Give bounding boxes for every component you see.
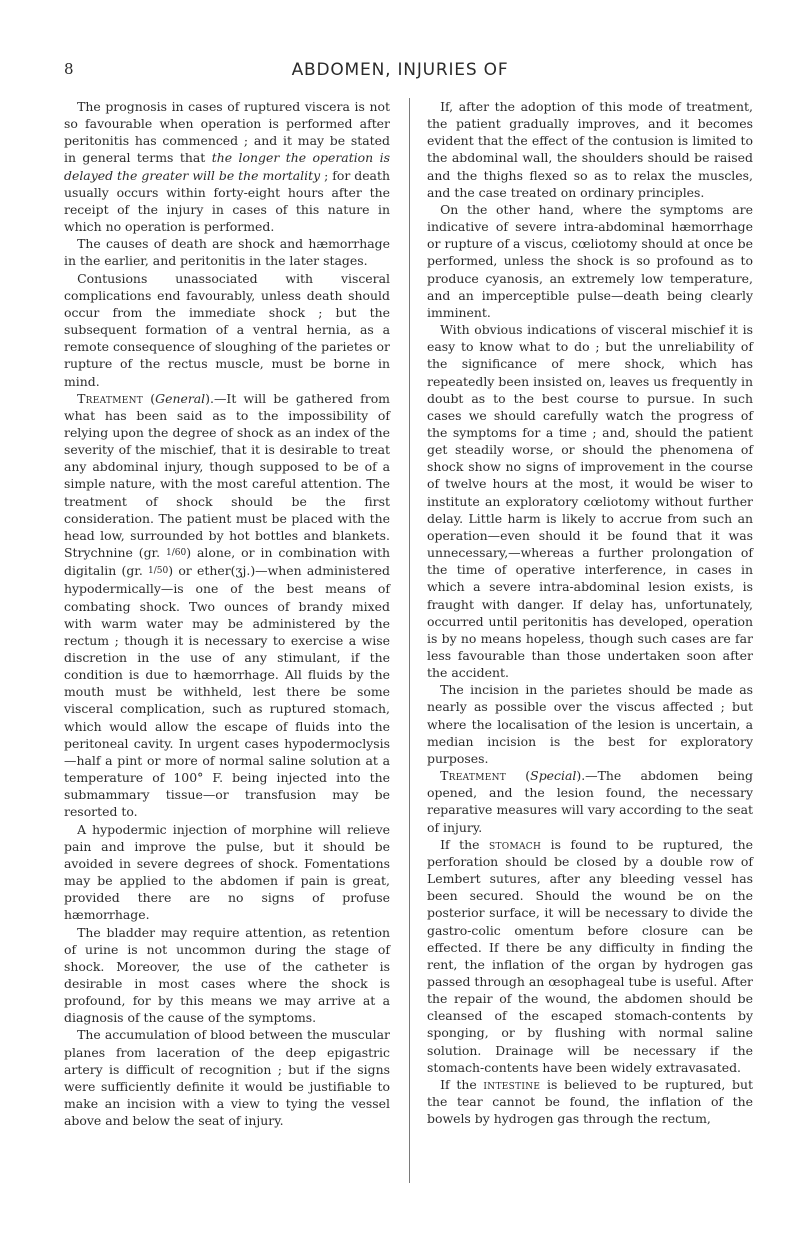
dose-fraction: 1/60	[166, 548, 187, 559]
treatment-heading: Treatment	[440, 768, 507, 784]
page-header	[0, 60, 800, 90]
paragraph-prognosis: The prognosis in cases of ruptured viscera is not so favourable when operation is performed after peritonitis has commenced ; and it may be stated in general terms that the longer the operation is delayed the greater will be the mortality ; for death usually occurs within forty-eight hours after the receipt of the injury in cases of this nature in which no operation is performed.	[64, 99, 390, 235]
paragraph-morphine: A hypodermic injection of morphine will relieve pain and improve the pulse, but it should be avoided in severe degrees of shock. Fomentations may be applied to the abdomen if pain is great, provided there are no signs of profuse hæmorrhage.	[64, 821, 390, 923]
paragraph-intestine: If the intestine is believed to be ruptured, but the tear cannot be found, the inflation of the bowels by hydrogen gas through the rectum,	[427, 1076, 753, 1127]
paragraph-exploratory: With obvious indications of visceral mischief it is easy to know what to do ; but the unreliability of the significance of mere shock, which has repeatedly been insisted on, leaves us frequently in doubt as to the best course to pursue. In such cases we should carefully watch the progress of the symptoms for a time ; and, should the patient get steadily worse, or should the phenomena of shock show no signs of improvement in the course of twelve hours at the most, it would be wiser to institute an exploratory cœliotomy without further delay. Little harm is likely to accrue from such an operation—even should it be found that it was unnecessary,—whereas a further prolongation of the time of operative interference, in cases in which a severe intra-abdominal lesion exists, is fraught with danger. If delay has, unfortunately, occurred until peritonitis has developed, operation is by no means hopeless, though such cases are far less favourable than those undertaken soon after the accident.	[427, 322, 753, 681]
dose-fraction: 1/50	[148, 566, 169, 577]
paragraph-causes-of-death: The causes of death are shock and hæmorrhage in the earlier, and peritonitis in the later stages.	[64, 236, 390, 269]
paragraph-incision: The incision in the parietes should be made as nearly as possible over the viscus affected ; but where the localisation of the lesion is uncertain, a median incision is the best for exploratory purposes.	[427, 682, 753, 766]
left-column	[64, 98, 390, 1129]
column-divider	[409, 98, 410, 1183]
paragraph-epigastric: The accumulation of blood between the muscular planes from laceration of the deep epigastric artery is difficult of recognition ; but if the signs were sufficiently definite it would be justifiable to make an incision with a view to tying the vessel above and below the seat of injury.	[64, 1027, 390, 1129]
treatment-heading: Treatment	[77, 390, 144, 406]
paragraph-improvement: If, after the adoption of this mode of treatment, the patient gradually improves, and it becomes evident that the effect of the contusion is limited to the abdominal wall, the shoulders should be raised and the thighs flexed so as to relax the muscles, and the case treated on ordinary principles.	[427, 99, 753, 200]
right-column	[427, 98, 753, 1127]
keyword-stomach: stomach	[489, 836, 542, 852]
paragraph-coeliotomy: On the other hand, where the symptoms are indicative of severe intra-abdominal hæmorrhage or rupture of a viscus, cœliotomy should at once be performed, unless the shock is so profound as to produce cyanosis, an extremely low temperature, and an imperceptible pulse—death being clearly imminent.	[427, 201, 753, 320]
treatment-type: General	[155, 390, 206, 406]
paragraph-stomach: If the stomach is found to be ruptured, the perforation should be closed by a double row of Lembert sutures, after any bleeding vessel has been secured. Should the wound be on the posterior surface, it will be necessary to divide the gastro-colic omentum before closure can be effected. If there be any difficulty in finding the rent, the inflation of the organ by hydrogen gas passed through an œsophageal tube is useful. After the repair of the wound, the abdomen should be cleansed of the escaped stomach-contents by sponging, or by flushing with normal saline solution. Drainage will be necessary if the stomach-contents have been widely extravasated.	[427, 836, 753, 1075]
paragraph-treatment-special: Treatment (Special).—The abdomen being opened, and the lesion found, the necessary reparative measures will vary according to the seat of injury.	[427, 768, 753, 835]
paragraph-treatment-general: Treatment (General).—It will be gathered from what has been said as to the impossibility of relying upon the degree of shock as an index of the severity of the mischief, that it is desirable to treat any abdominal injury, though supposed to be of a simple nature, with the most careful attention. The treatment of shock should be the first consideration. The patient must be placed with the head low, surrounded by hot bottles and blankets. Strychnine (gr. 1/60) alone, or in combination with digitalin (gr. 1/50) or ether(ʒj.)—when administered hypodermically—is one of the best means of combating shock. Two ounces of brandy mixed with warm water may be administered by the rectum ; though it is necessary to exercise a wise discretion in the use of any stimulant, if the condition is due to hæmorrhage. All fluids by the mouth must be withheld, lest there be some visceral complication, such as ruptured stomach, which would allow the escape of fluids into the peritoneal cavity. In urgent cases hypodermoclysis—half a pint or more of normal saline solution at a temperature of 100° F. being injected into the submammary tissue—or transfusion may be resorted to.	[64, 390, 391, 820]
keyword-intestine: intestine	[483, 1076, 541, 1092]
treatment-type: Special	[530, 768, 577, 784]
paragraph-contusions: Contusions unassociated with visceral complications end favourably, unless death should occur from the immediate shock ; but the subsequent formation of a ventral hernia, as a remote consequence of sloughing of the parietes or rupture of the rectus muscle, must be borne in mind.	[64, 270, 390, 389]
paragraph-bladder: The bladder may require attention, as retention of urine is not uncommon during the stage of shock. Moreover, the use of the catheter is desirable in most cases where the shock is profound, for by this means we may arrive at a diagnosis of the cause of the symptoms.	[64, 924, 390, 1026]
page-number: 8	[64, 60, 74, 78]
running-title: ABDOMEN, INJURIES OF	[291, 60, 509, 80]
emphasis-mortality: the longer the operation is delayed the greater will be the mortality	[64, 150, 390, 183]
